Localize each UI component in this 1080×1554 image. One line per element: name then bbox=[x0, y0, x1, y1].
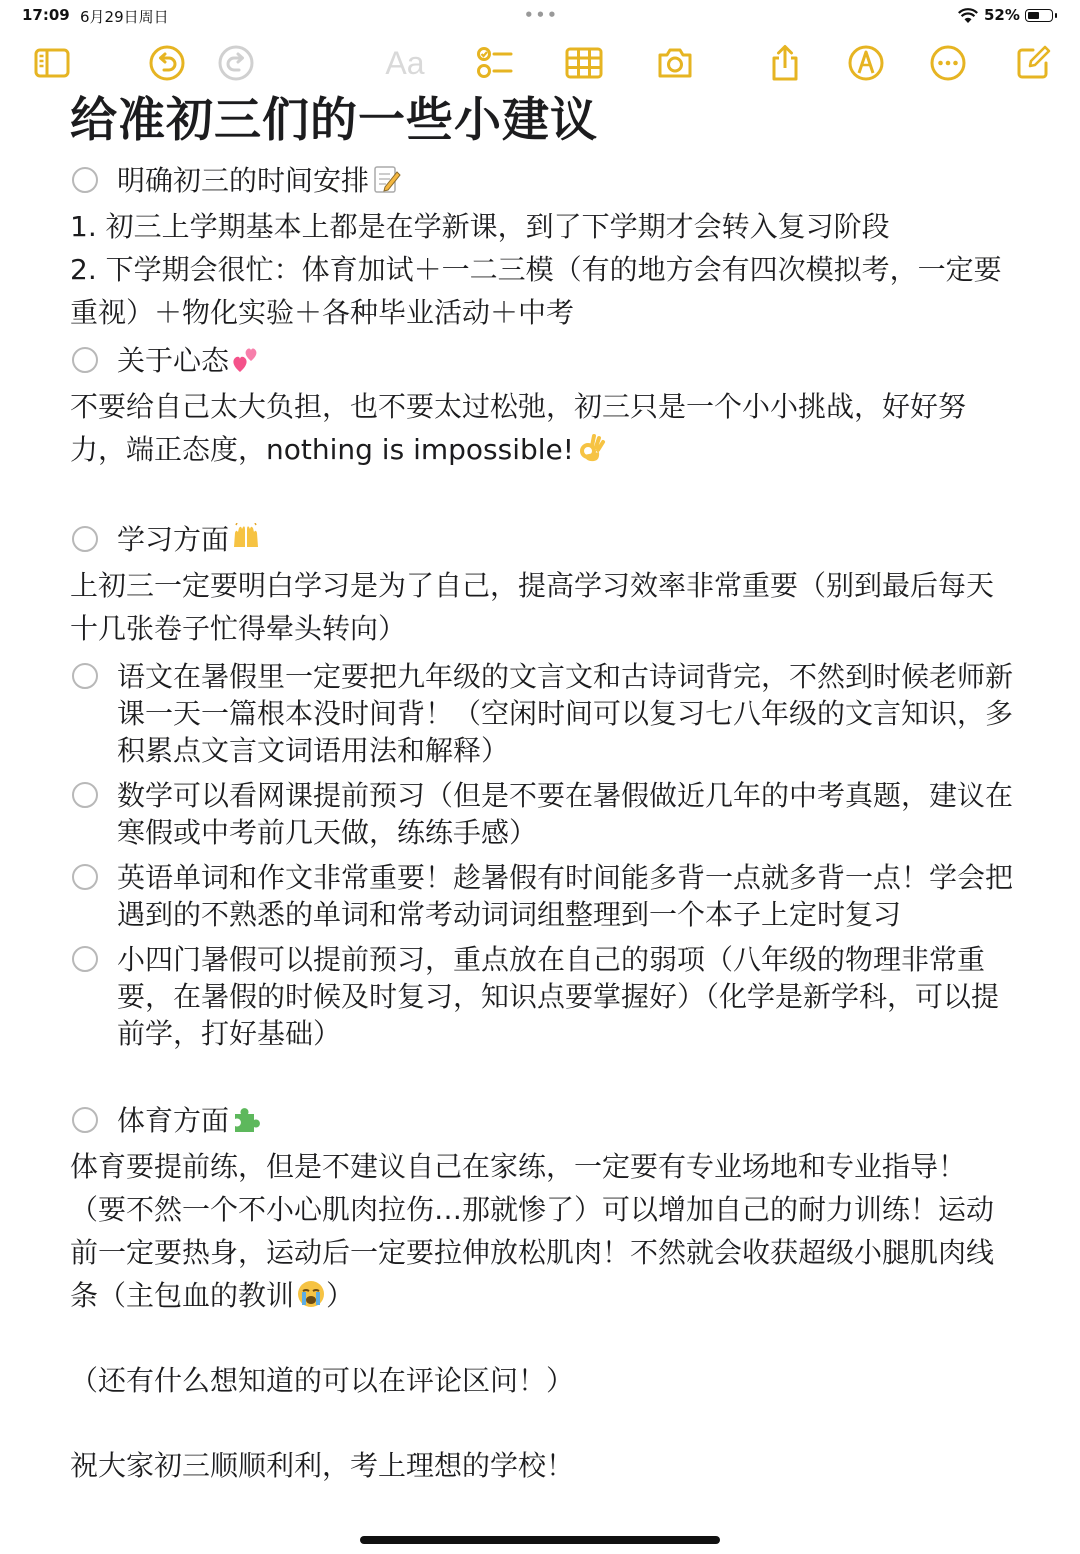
checkbox[interactable] bbox=[72, 782, 98, 808]
checklist-item-study bbox=[70, 521, 1020, 558]
home-indicator[interactable] bbox=[360, 1536, 720, 1544]
checkbox[interactable] bbox=[72, 1107, 98, 1133]
checklist-item-time bbox=[70, 162, 1020, 199]
checkbox[interactable] bbox=[72, 864, 98, 890]
checklist-item-pe bbox=[70, 1102, 1020, 1139]
note-title[interactable]: 给准初三们的一些小建议 bbox=[70, 93, 598, 148]
checklist-item-label[interactable]: 英语单词和作文非常重要！趁暑假有时间能多背一点就多背一点！学会把遇到的不熟悉的单词和常考动词词组整理到一个本子上定时复习 bbox=[117, 861, 1014, 931]
checklist-item-label: 学习方面 bbox=[117, 521, 1020, 558]
status-date: 6月29日周日 bbox=[80, 8, 169, 26]
checklist-item-label[interactable]: 数学可以看网课提前预习（但是不要在暑假做近几年的中考真题，建议在寒假或中考前几天做，练练手感） bbox=[117, 779, 1014, 849]
checklist-item-label: 关于心态 bbox=[117, 342, 1020, 379]
checkbox[interactable] bbox=[72, 663, 98, 689]
note-paragraph[interactable]: 1. 初三上学期基本上都是在学新课，到了下学期才会转入复习阶段 bbox=[70, 210, 890, 243]
memo-icon bbox=[371, 164, 401, 194]
share-button[interactable] bbox=[762, 40, 808, 86]
raising-hands-icon bbox=[231, 523, 261, 553]
checklist-item-math bbox=[70, 777, 1020, 851]
sidebar-toggle-button[interactable] bbox=[29, 40, 75, 86]
undo-button[interactable] bbox=[144, 40, 190, 86]
battery-icon bbox=[1025, 9, 1053, 22]
checklist-item-chinese bbox=[70, 658, 1020, 769]
note-paragraph[interactable]: （还有什么想知道的可以在评论区问！） bbox=[70, 1364, 575, 1397]
table-icon bbox=[564, 43, 604, 83]
camera-icon bbox=[655, 43, 695, 83]
camera-button[interactable] bbox=[652, 40, 698, 86]
status-bar bbox=[0, 0, 1080, 34]
markup-icon bbox=[846, 43, 886, 83]
checkbox[interactable] bbox=[72, 526, 98, 552]
checklist-item-english bbox=[70, 859, 1020, 933]
compose-button[interactable] bbox=[1010, 40, 1056, 86]
more-button[interactable] bbox=[925, 40, 971, 86]
note-paragraph[interactable]: 体育要提前练，但是不建议自己在家练，一定要有专业场地和专业指导！（要不然一个不小心肌肉拉伤…那就惨了）可以增加自己的耐力训练！运动前一定要热身，运动后一定要拉伸放松肌肉！不然就会收获超级小腿肌肉线条（主包血的教训 ） bbox=[70, 1150, 995, 1312]
checklist-item-label: 体育方面 bbox=[117, 1102, 1020, 1139]
loudly-crying-face-icon bbox=[296, 1279, 326, 1309]
note-paragraph[interactable]: 2. 下学期会很忙：体育加试＋一二三模（有的地方会有四次模拟考，一定要重视）＋物化实验＋各种毕业活动＋中考 bbox=[70, 253, 1002, 329]
sidebar-icon bbox=[32, 43, 72, 83]
notes-toolbar bbox=[0, 40, 1080, 88]
format-button[interactable] bbox=[382, 40, 428, 86]
battery-level bbox=[1028, 12, 1039, 19]
undo-icon bbox=[147, 43, 187, 83]
ok-hand-icon bbox=[576, 433, 606, 463]
battery-percent: 52% bbox=[984, 6, 1020, 24]
checkbox[interactable] bbox=[72, 946, 98, 972]
markup-button[interactable] bbox=[843, 40, 889, 86]
checklist-item-label[interactable]: 小四门暑假可以提前预习，重点放在自己的弱项（八年级的物理非常重要，在暑假的时候及时复习，知识点要掌握好）（化学是新学科，可以提前学，打好基础） bbox=[117, 943, 1000, 1050]
checkbox[interactable] bbox=[72, 167, 98, 193]
wifi-icon bbox=[958, 8, 978, 28]
note-paragraph[interactable]: 上初三一定要明白学习是为了自己，提高学习效率非常重要（别到最后每天十几张卷子忙得晕头转向） bbox=[70, 569, 995, 645]
more-icon bbox=[928, 43, 968, 83]
status-time: 17:09 bbox=[22, 6, 70, 24]
checklist-item-label: 明确初三的时间安排 bbox=[117, 162, 1020, 199]
checkbox[interactable] bbox=[72, 347, 98, 373]
note-content[interactable] bbox=[70, 88, 1020, 1487]
format-icon: Aa bbox=[385, 44, 425, 81]
two-hearts-icon bbox=[231, 344, 261, 374]
redo-icon bbox=[216, 43, 256, 83]
checklist-item-label[interactable]: 语文在暑假里一定要把九年级的文言文和古诗词背完，不然到时候老师新课一天一篇根本没时间背！（空闲时间可以复习七八年级的文言知识，多积累点文言文词语用法和解释） bbox=[117, 660, 1014, 767]
note-paragraph[interactable]: 祝大家初三顺顺利利，考上理想的学校！ bbox=[70, 1449, 575, 1482]
puzzle-piece-icon bbox=[231, 1104, 261, 1134]
checklist-button[interactable] bbox=[472, 40, 518, 86]
redo-button[interactable] bbox=[213, 40, 259, 86]
note-paragraph[interactable]: 不要给自己太大负担，也不要太过松弛，初三只是一个小小挑战，好好努力，端正态度，nothing is impossible! bbox=[70, 390, 967, 466]
multitasking-dots[interactable]: ••• bbox=[524, 6, 559, 24]
checklist-item-minor-subjects bbox=[70, 941, 1020, 1052]
checklist-icon bbox=[475, 43, 515, 83]
compose-icon bbox=[1013, 43, 1053, 83]
checklist-item-mindset bbox=[70, 342, 1020, 379]
table-button[interactable] bbox=[561, 40, 607, 86]
share-icon bbox=[765, 43, 805, 83]
